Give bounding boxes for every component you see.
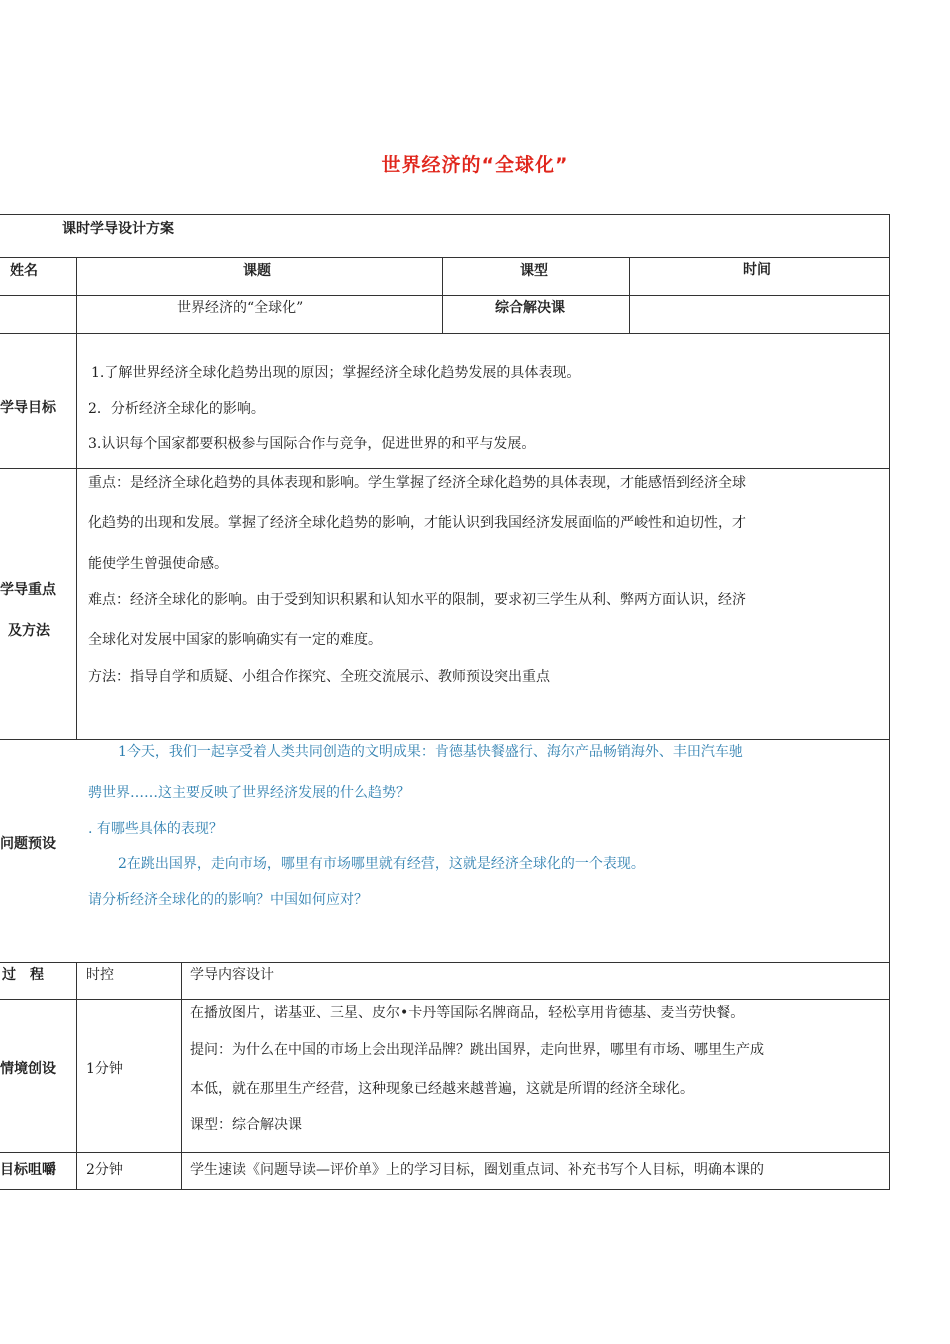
process-content-header: 学导内容设计: [190, 967, 274, 983]
objective-item: 2．分析经济全球化的影响。: [88, 401, 265, 417]
table-column-divider: [442, 257, 443, 334]
question-line: 请分析经济全球化的的影响？中国如何应对？: [88, 892, 368, 908]
process-row-line: 本低，就在那里生产经营，这种现象已经越来越普遍，这就是所谓的经济全球化。: [190, 1081, 694, 1097]
table-column-divider: [76, 962, 77, 1190]
header-time: 时间: [743, 262, 771, 278]
document-title: 世界经济的“全球化”: [381, 154, 569, 176]
table-border-bottom: [0, 1189, 890, 1190]
table-divider: [0, 468, 890, 469]
objectives-label: 学导目标: [0, 400, 56, 416]
key-points-label: 及方法: [8, 623, 50, 639]
table-border-top: [0, 214, 890, 215]
questions-label: 问题预设: [0, 836, 56, 852]
process-row-time: 2分钟: [86, 1162, 123, 1178]
process-row-line: 提问：为什么在中国的市场上会出现洋品牌？跳出国界，走向世界，哪里有市场、哪里生产成: [190, 1042, 764, 1058]
question-line: . 有哪些具体的表现？: [88, 821, 223, 837]
table-divider: [0, 999, 890, 1000]
table-divider: [0, 257, 890, 258]
table-divider: [0, 739, 890, 740]
process-row-time: 1分钟: [86, 1061, 123, 1077]
question-line: 1今天，我们一起享受着人类共同创造的文明成果：肯德基快餐盛行、海尔产品畅销海外、丰田汽车驰: [118, 744, 743, 760]
process-stage-header: 过 程: [2, 967, 44, 983]
key-points-line: 难点：经济全球化的影响。由于受到知识积累和认知水平的限制，要求初三学生从利、弊两方面认识，经济: [88, 592, 746, 608]
header-type: 课型: [520, 263, 548, 279]
objective-item: 1.了解世界经济全球化趋势出现的原因；掌握经济全球化趋势发展的具体表现。: [91, 365, 581, 381]
header-topic: 课题: [243, 263, 271, 279]
key-points-line: 方法：指导自学和质疑、小组合作探究、全班交流展示、教师预设突出重点: [88, 669, 550, 685]
process-time-header: 时控: [86, 967, 114, 983]
process-row-stage: 目标咀嚼: [0, 1162, 56, 1178]
topic-value: 世界经济的“全球化”: [177, 300, 304, 316]
header-name: 姓名: [10, 263, 38, 279]
table-divider: [0, 333, 890, 334]
question-line: 2在跳出国界，走向市场，哪里有市场哪里就有经营，这就是经济全球化的一个表现。: [118, 856, 645, 872]
objective-item: 3.认识每个国家都要积极参与国际合作与竞争，促进世界的和平与发展。: [88, 436, 536, 452]
table-column-divider: [629, 257, 630, 334]
type-value: 综合解决课: [495, 300, 565, 316]
plan-title: 课时学导设计方案: [62, 221, 174, 237]
process-row-line: 在播放图片，诺基亚、三星、皮尔•卡丹等国际名牌商品，轻松享用肯德基、麦当劳快餐。: [190, 1005, 745, 1021]
key-points-label: 学导重点: [0, 582, 56, 598]
key-points-line: 能使学生曾强使命感。: [88, 556, 228, 572]
process-row-line: 课型：综合解决课: [190, 1117, 302, 1133]
table-divider: [0, 295, 890, 296]
table-column-divider: [181, 962, 182, 1190]
table-column-divider: [76, 257, 77, 739]
process-row-stage: 情境创设: [0, 1061, 56, 1077]
key-points-line: 全球化对发展中国家的影响确实有一定的难度。: [88, 632, 382, 648]
table-divider: [0, 962, 890, 963]
question-line: 骋世界……这主要反映了世界经济发展的什么趋势？: [88, 785, 410, 801]
key-points-line: 重点：是经济全球化趋势的具体表现和影响。学生掌握了经济全球化趋势的具体表现，才能感悟到经济全球: [88, 475, 746, 491]
table-border-right: [889, 214, 890, 1190]
process-row-line: 学生速读《问题导读—评价单》上的学习目标，圈划重点词、补充书写个人目标，明确本课的: [190, 1162, 764, 1178]
key-points-line: 化趋势的出现和发展。掌握了经济全球化趋势的影响，才能认识到我国经济发展面临的严峻性和迫切性，才: [88, 515, 746, 531]
table-divider: [0, 1152, 890, 1153]
